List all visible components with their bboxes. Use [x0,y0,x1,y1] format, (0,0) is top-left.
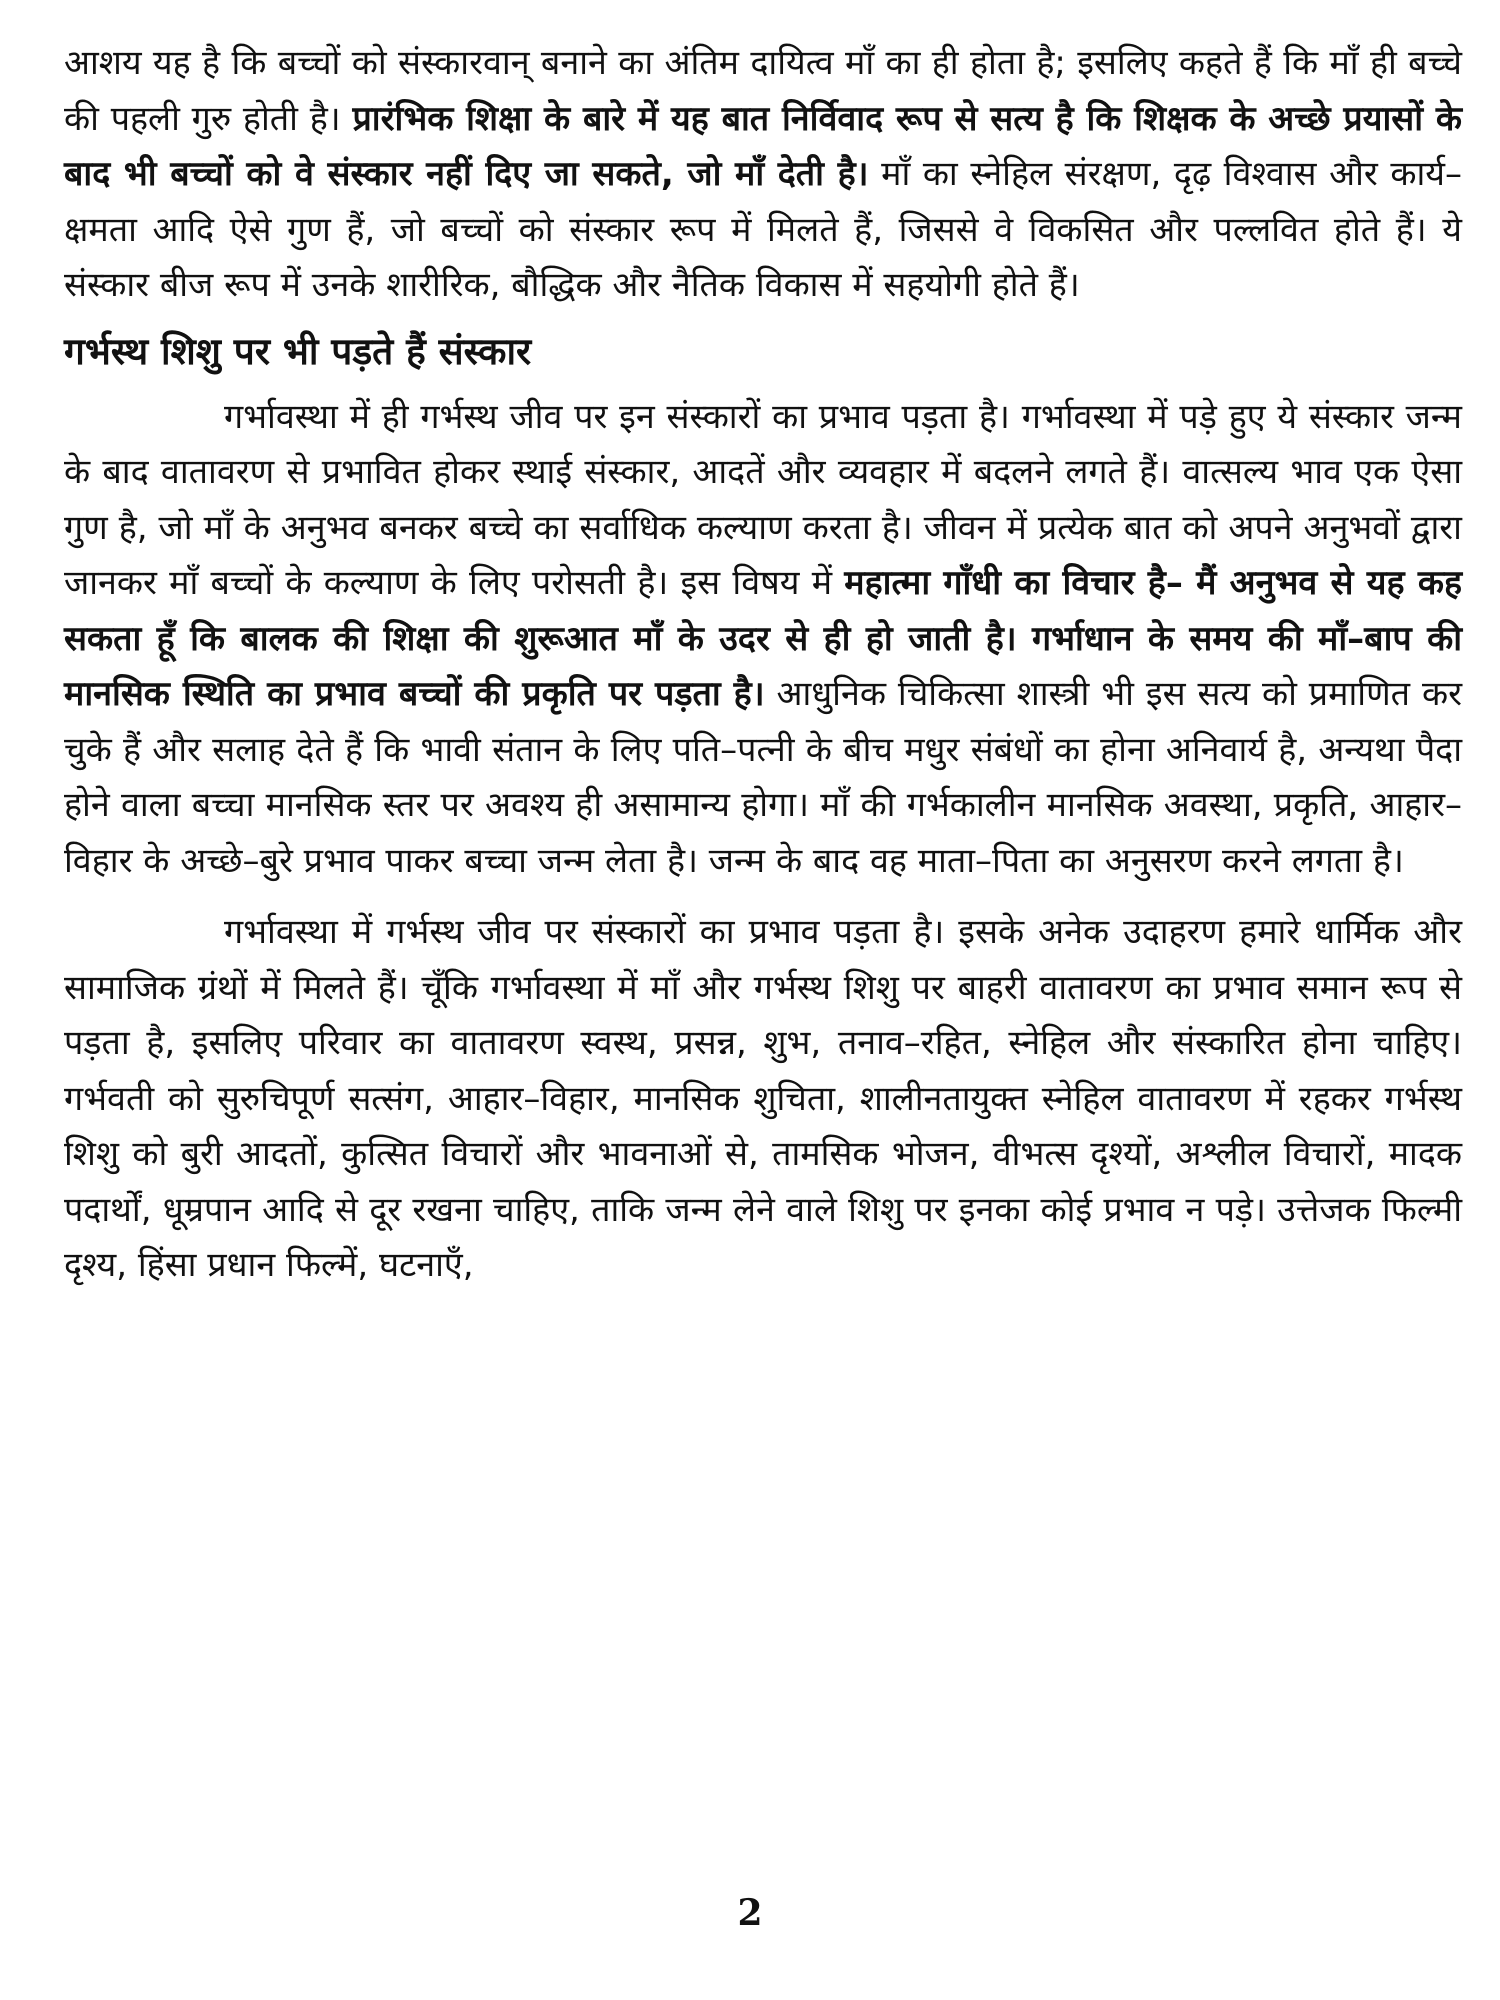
paragraph-1-text-end: माँ का स्नेहिल संरक्षण, दृढ़ विश्वास और कार्य–क्षमता आदि ऐसे गुण हैं, जो बच्चों को संस्कार रूप में मिलते हैं, जिससे वे विकसित और पल्लवित होते हैं। ये संस्कार बीज रूप में उनके शारीरिक, बौद्धिक और नैतिक विकास में सहयोगी होते हैं। [64,154,1463,305]
paragraph-2-text-start: गर्भावस्था में ही गर्भस्थ जीव पर इन संस्कारों का प्रभाव पड़ता है। गर्भावस्था में पड़े हुए ये संस्कार जन्म के बाद वातावरण से प्रभावित होकर स्थाई संस्कार, आदतें और व्यवहार में बदलने लगते हैं। वात्सल्य भाव एक ऐसा गुण है, जो माँ के अनुभव बनकर बच्चे का सर्वाधिक कल्याण करता है। जीवन में प्रत्येक बात को अपने अनुभवों द्वारा जानकर माँ बच्चों के कल्याण के लिए परोसती है। इस विषय में [64,396,1462,603]
paragraph-1 [64,36,1462,314]
paragraph-2-text-end: आधुनिक चिकित्सा शास्त्री भी इस सत्य को प्रमाणित कर चुके हैं और सलाह देते हैं कि भावी संतान के लिए पति–पत्नी के बीच मधुर संबंधों का होना अनिवार्य है, अन्यथा पैदा होने वाला बच्चा मानसिक स्तर पर अवश्य ही असामान्य होगा। माँ की गर्भकालीन मानसिक अवस्था, प्रकृति, आहार–विहार के अच्छे–बुरे प्रभाव पाकर बच्चा जन्म लेता है। जन्म के बाद वह माता–पिता का अनुसरण करने लगता है। [64,674,1462,881]
paragraph-2-bold-quote: महात्मा गाँधी का विचार है– मैं अनुभव से यह कह सकता हूँ कि बालक की शिक्षा की शुरूआत माँ के उदर से ही हो जाती है। गर्भाधान के समय की माँ–बाप की मानसिक स्थिति का प्रभाव बच्चों की प्रकृति पर पड़ता है। [64,563,1462,714]
page-content [64,36,1462,1294]
page-number: 2 [737,1892,763,1934]
paragraph-3: गर्भावस्था में गर्भस्थ जीव पर संस्कारों का प्रभाव पड़ता है। इसके अनेक उदाहरण हमारे धार्मिक और सामाजिक ग्रंथों में मिलते हैं। चूँकि गर्भावस्था में माँ और गर्भस्थ शिशु पर बाहरी वातावरण का प्रभाव समान रूप से पड़ता है, इसलिए परिवार का वातावरण स्वस्थ, प्रसन्न, शुभ, तनाव–रहित, स्नेहिल और संस्कारित होना चाहिए। गर्भवती को सुरुचिपूर्ण सत्संग, आहार–विहार, मानसिक शुचिता, शालीनतायुक्त स्नेहिल वातावरण में रहकर गर्भस्थ शिशु को बुरी आदतों, कुत्सित विचारों और भावनाओं से, तामसिक भोजन, वीभत्स दृश्यों, अश्लील विचारों, मादक पदार्थों, धूम्रपान आदि से दूर रखना चाहिए, ताकि जन्म लेने वाले शिशु पर इनका कोई प्रभाव न पड़े। उत्तेजक फिल्मी दृश्य, हिंसा प्रधान फिल्में, घटनाएँ, [64,912,1462,1285]
paragraph-1-text-start: आशय यह है कि बच्चों को संस्कारवान् बनाने का अंतिम दायित्व माँ का ही होता है; इसलिए कहते हैं कि माँ ही बच्चे की पहली गुरु होती है। [64,43,1462,139]
section-heading: गर्भस्थ शिशु पर भी पड़ते हैं संस्कार [64,329,532,373]
paragraph-1-bold-text: प्रारंभिक शिक्षा के बारे में यह बात निर्विवाद रूप से सत्य है कि शिक्षक के अच्छे प्रयासों के बाद भी बच्चों को वे संस्कार नहीं दिए जा सकते, जो माँ देती है। [64,98,1462,194]
paragraph-2 [64,390,1462,890]
